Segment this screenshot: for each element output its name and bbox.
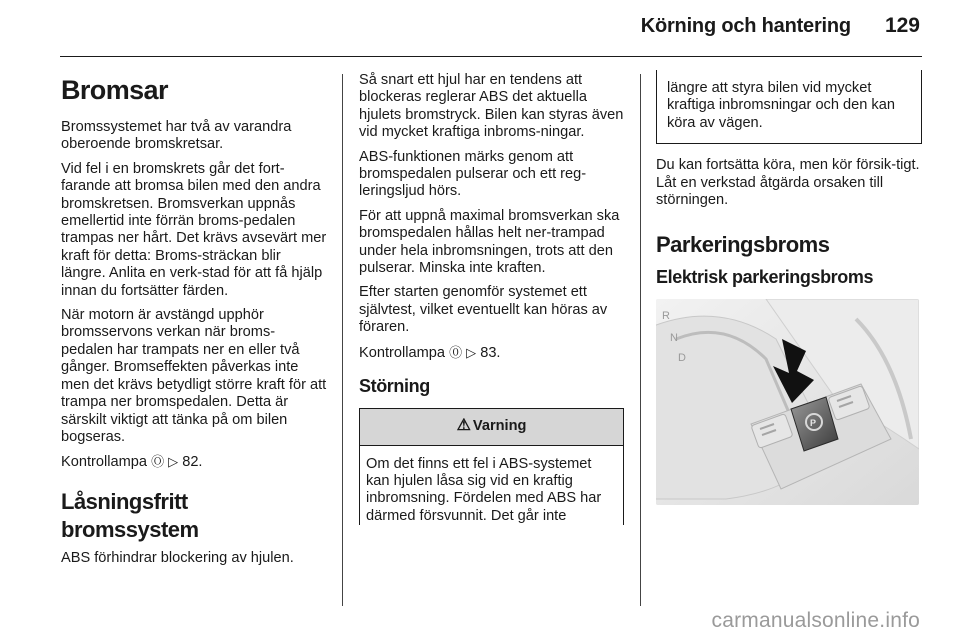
lamp-label: Kontrollampa: [359, 344, 445, 361]
abs-warning-icon: ⓪: [449, 344, 463, 360]
warning-box-continued: [656, 70, 922, 144]
warning-text: Om det finns ett fel i ABS-systemet kan hjulen låsa sig vid en kraftig inbromsning. Fördelen med ABS har därmed försvunnit. Det går inte: [366, 455, 602, 524]
svg-text:R: R: [662, 310, 670, 323]
warning-triangle-icon: ⚠: [456, 417, 471, 435]
page-number: 129: [884, 14, 920, 37]
warning-text-continued: längre att styra bilen vid mycket kraftiga inbromsningar och den kan köra av vägen.: [667, 80, 895, 131]
paragraph: Du kan fortsätta köra, men kör försik-tigt. Låt en verkstad åtgärda orsaken till störningen.: [656, 157, 920, 209]
page-header: [641, 14, 920, 38]
paragraph-warning-lamp: [359, 344, 624, 362]
heading-bromsar: Bromsar: [61, 75, 168, 105]
heading-elektrisk-parkeringsbroms: Elektrisk parkeringsbroms: [656, 267, 874, 288]
svg-text:N: N: [670, 332, 678, 345]
lamp-label: Kontrollampa: [61, 454, 147, 471]
paragraph: När motorn är avstängd upphör bromsservons verkan när broms-pedalen har trampats ner en eller två gånger. Bromseffekten påverkas inte men det krävs betydligt större kraft för att trampa ner bromspedalen. Detta är särskilt viktigt att tänka på om bilen bogseras.: [61, 307, 327, 445]
paragraph: Så snart ett hjul har en tendens att blockeras reglerar ABS det aktuella hjulets bromstryck. Bilen kan styras även vid mycket kraftiga inbroms-ningar.: [359, 72, 624, 141]
column-2: [359, 72, 624, 525]
heading-abs: Låsningsfritt bromssystem: [61, 488, 199, 542]
paragraph: ABS förhindrar blockering av hjulen.: [61, 549, 294, 566]
parking-brake-illustration: [656, 299, 919, 505]
column-1: [61, 72, 327, 574]
column-divider-2: [640, 74, 641, 606]
svg-text:P: P: [810, 418, 817, 429]
page-reference: 83.: [480, 344, 501, 361]
watermark: carmanualsonline.info: [711, 609, 920, 632]
paragraph: Vid fel i en bromskrets går det fort-farande att bromsa bilen med den andra bromskretsen. Bromsverkan uppnås emellertid inte förrän broms-pedalen trampas ner hårt. Det krävs avsevärt mer kraft för detta: Broms-sträckan blir längre. Anlita en verk-stad för att få hjälp innan du fortsätter färden.: [61, 160, 327, 299]
paragraph: För att uppnå maximal bromsverkan ska bromspedalen hållas helt ner-trampad under hela inbromsningen, trots att den pulserar. Minska inte kraften.: [359, 207, 620, 277]
column-3: [656, 72, 922, 505]
column-divider-1: [342, 74, 343, 606]
page-reference-arrow-icon: ▷: [168, 454, 179, 470]
paragraph-warning-lamp: [61, 453, 327, 471]
heading-parkeringsbroms: Parkeringsbroms: [656, 232, 830, 258]
warning-title: Varning: [472, 418, 527, 435]
warning-box: [359, 408, 624, 525]
page-reference-arrow-icon: ▷: [466, 344, 477, 360]
parking-brake-photo: [656, 299, 919, 505]
paragraph: ABS-funktionen märks genom att bromspedalen pulserar och ett reg-leringsljud hörs.: [359, 148, 587, 200]
paragraph: Bromssystemet har två av varandra oberoende bromskretsar.: [61, 119, 292, 153]
heading-storning: Störning: [359, 376, 430, 397]
page-reference: 82.: [182, 454, 203, 471]
header-rule: [60, 56, 922, 57]
svg-text:D: D: [678, 352, 686, 365]
brake-warning-icon: Ⓞ: [151, 454, 165, 470]
paragraph: Efter starten genomför systemet ett självtest, vilket eventuellt kan höras av föraren.: [359, 284, 608, 336]
section-title: Körning och hantering: [640, 15, 851, 37]
warning-header: [360, 409, 623, 445]
